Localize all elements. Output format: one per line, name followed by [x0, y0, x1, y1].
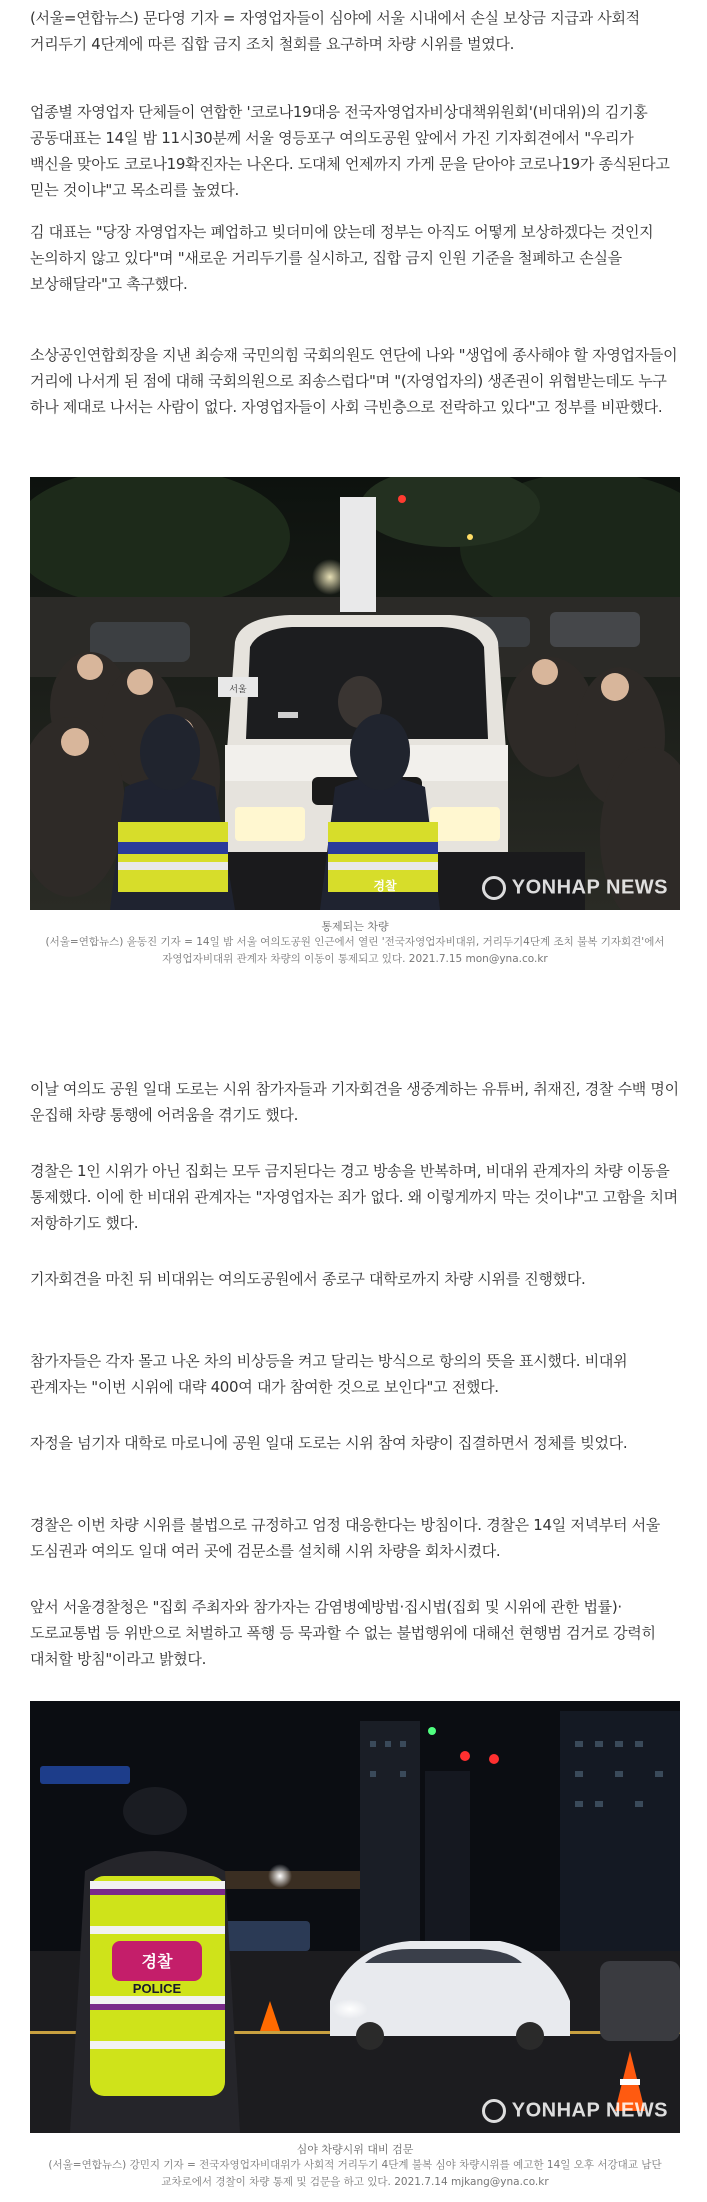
article-paragraph: 기자회견을 마친 뒤 비대위는 여의도공원에서 종로구 대학로까지 차량 시위를 진행했다. — [30, 1270, 586, 1288]
article-paragraph: 경찰은 이번 차량 시위를 불법으로 규정하고 엄정 대응한다는 방침이다. 경찰은 14일 저녁부터 서울 도심권과 여의도 일대 여러 곳에 검문소를 설치해 시위 차량을 회차시켰다. — [30, 1516, 660, 1560]
police-vest-text: 경찰 — [141, 1952, 173, 1971]
article-paragraph: 자정을 넘기자 대학로 마로니에 공원 일대 도로는 시위 참여 차량이 집결하면서 정체를 빚었다. — [30, 1434, 628, 1452]
photo-caption-title: 통제되는 차량 — [321, 920, 389, 933]
police-vest-text: 경찰 — [373, 879, 397, 893]
article-photo-police-checkpoint[interactable] — [30, 1701, 680, 2133]
photo-caption-text: (서울=연합뉴스) 강민지 기자 = 전국자영업자비대위가 사회적 거리두기 4단계 불복 심야 차량시위를 예고한 14일 오후 서강대교 남단 교차로에서 경찰이 차량 통제 및 검문을 하고 있다. 2021.7.14 mjkang@yna.co.kr — [48, 2159, 662, 2188]
article-photo-protest-car[interactable] — [30, 477, 680, 910]
article-paragraph: 김 대표는 "당장 자영업자는 폐업하고 빚더미에 앉는데 정부는 아직도 어떻게 보상하겠다는 것인지 논의하지 않고 있다"며 "새로운 거리두기를 실시하고, 집합 금지 인원 기준을 철폐하고 손실을 보상해달라"고 촉구했다. — [30, 223, 654, 293]
car-plate-text: 서울 — [229, 685, 247, 695]
article-paragraph: 경찰은 1인 시위가 아닌 집회는 모두 금지된다는 경고 방송을 반복하며, 비대위 관계자의 차량 이동을 통제했다. 이에 한 비대위 관계자는 "자영업자는 죄가 없다. 왜 이렇게까지 막는 것이냐"고 고함을 치며 저항하기도 했다. — [30, 1162, 678, 1232]
article-paragraph: 앞서 서울경찰청은 "집회 주최자와 참가자는 감염병예방법·집시법(집회 및 시위에 관한 법률)·도로교통법 등 위반으로 처벌하고 폭행 등 묵과할 수 없는 불법행위에 대해선 현행범 검거로 강력히 대처할 방침"이라고 밝혔다. — [30, 1598, 656, 1668]
article-paragraph: 참가자들은 각자 몰고 나온 차의 비상등을 켜고 달리는 방식으로 항의의 뜻을 표시했다. 비대위 관계자는 "이번 시위에 대략 400여 대가 참여한 것으로 보인다"고 전했다. — [30, 1352, 628, 1396]
article-paragraph: 소상공인연합회장을 지낸 최승재 국민의힘 국회의원도 연단에 나와 "생업에 종사해야 할 자영업자들이 거리에 나서게 된 점에 대해 국회의원으로 죄송스럽다"며 "(자영업자의) 생존권이 위협받는데도 누구 하나 제대로 나서는 사람이 없다. 자영업자들이 사회 극빈층으로 전락하고 있다"고 정부를 비판했다. — [30, 346, 678, 416]
yonhap-watermark-text: YONHAP NEWS — [511, 2099, 668, 2122]
photo-protest-car-image — [30, 477, 680, 910]
police-vest-subtext: POLICE — [132, 1981, 182, 1996]
yonhap-logo-icon — [482, 876, 506, 900]
yonhap-watermark — [482, 876, 668, 900]
yonhap-watermark-text: YONHAP NEWS — [511, 876, 668, 899]
yonhap-logo-icon — [482, 2099, 506, 2123]
photo-caption-text: (서울=연합뉴스) 윤동진 기자 = 14일 밤 서울 여의도공원 인근에서 열린 '전국자영업자비대위, 거리두기4단계 조치 불복 기자회견'에서 자영업자비대위 관계자 차량의 이동이 통제되고 있다. 2021.7.15 mon@yna.co.kr — [45, 936, 665, 965]
article-paragraph: (서울=연합뉴스) 문다영 기자 = 자영업자들이 심야에 서울 시내에서 손실 보상금 지급과 사회적 거리두기 4단계에 따른 집합 금지 조치 철회를 요구하며 차량 시위를 벌였다. — [30, 9, 640, 53]
photo-police-checkpoint-image — [30, 1701, 680, 2133]
yonhap-watermark — [482, 2099, 668, 2123]
article-paragraph: 업종별 자영업자 단체들이 연합한 '코로나19대응 전국자영업자비상대책위원회'(비대위)의 김기홍 공동대표는 14일 밤 11시30분께 서울 영등포구 여의도공원 앞에서 가진 기자회견에서 "우리가 백신을 맞아도 코로나19확진자는 나온다. 도대체 언제까지 가게 문을 닫아야 코로나19가 종식된다고 믿는 것이냐"고 목소리를 높였다. — [30, 103, 670, 199]
photo-caption-title: 심야 차량시위 대비 검문 — [296, 2143, 414, 2156]
article-paragraph: 이날 여의도 공원 일대 도로는 시위 참가자들과 기자회견을 생중계하는 유튜버, 취재진, 경찰 수백 명이 운집해 차량 통행에 어려움을 겪기도 했다. — [30, 1080, 679, 1124]
